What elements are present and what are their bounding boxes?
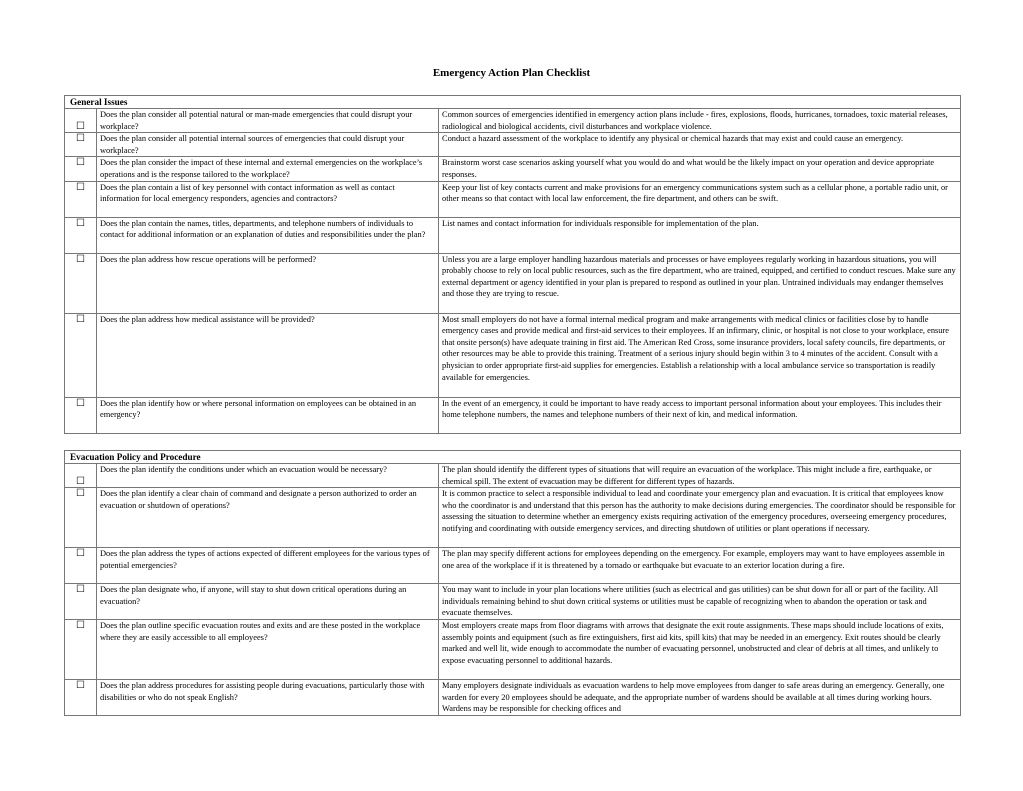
question-cell: Does the plan address how rescue operations will be performed? <box>97 253 439 313</box>
checkbox-icon[interactable]: ☐ <box>76 397 85 409</box>
checkbox-cell[interactable] <box>65 253 97 313</box>
question-cell: Does the plan contain the names, titles, departments, and telephone numbers of individuals to contact for additional information or an explanation of duties and responsibilities under the plan? <box>97 217 439 253</box>
checkbox-cell[interactable] <box>65 313 97 397</box>
checkbox-icon[interactable]: ☐ <box>76 253 85 265</box>
answer-cell: The plan may specify different actions for employees depending on the emergency. For example, employers may want to have employees assemble in one area of the workplace if it is threatened by a tornado or earthquake but evacuate to an exterior location during a fire. <box>439 548 961 584</box>
checkbox-cell[interactable] <box>65 488 97 548</box>
section-header-row <box>65 451 961 464</box>
evacuation-table <box>64 450 961 716</box>
answer-cell: In the event of an emergency, it could be important to have ready access to important personal information about your employees. This includes their home telephone numbers, the names and telephone numbers of their next of kin, and medical information. <box>439 397 961 433</box>
checklist-row <box>65 464 961 488</box>
checklist-row <box>65 488 961 548</box>
question-cell: Does the plan address how medical assistance will be provided? <box>97 313 439 397</box>
checkbox-cell[interactable] <box>65 181 97 217</box>
checkbox-cell[interactable] <box>65 584 97 620</box>
checklist-row <box>65 133 961 157</box>
checklist-row <box>65 548 961 584</box>
section-heading-evacuation: Evacuation Policy and Procedure <box>65 451 961 464</box>
answer-cell: Brainstorm worst case scenarios asking yourself what you would do and what would be the likely impact on your operation and device appropriate responses. <box>439 157 961 181</box>
checklist-row <box>65 253 961 313</box>
answer-cell: Keep your list of key contacts current and make provisions for an emergency communications system such as a cellular phone, a portable radio unit, or other means so that contact with local law enforcement, the fire department, and others can be swift. <box>439 181 961 217</box>
question-cell: Does the plan contain a list of key personnel with contact information as well as contact information for local emergency responders, agencies and contractors? <box>97 181 439 217</box>
checkbox-cell[interactable] <box>65 464 97 488</box>
checklist-row <box>65 397 961 433</box>
question-cell: Does the plan identify a clear chain of command and designate a person authorized to order an evacuation or shutdown of operations? <box>97 488 439 548</box>
checkbox-icon[interactable]: ☐ <box>76 680 85 692</box>
question-cell: Does the plan address procedures for assisting people during evacuations, particularly those with disabilities or who do not speak English? <box>97 680 439 716</box>
checkbox-icon[interactable]: ☐ <box>76 217 85 229</box>
checklist-row <box>65 680 961 716</box>
checkbox-icon[interactable]: ☐ <box>76 313 85 325</box>
answer-cell: Conduct a hazard assessment of the workplace to identify any physical or chemical hazards that may exist and could cause an emergency. <box>439 133 961 157</box>
checkbox-cell[interactable] <box>65 548 97 584</box>
checkbox-icon[interactable]: ☐ <box>76 133 85 145</box>
answer-cell: Unless you are a large employer handling hazardous materials and processes or have employees regularly working in hazardous situations, you will probably choose to rely on local public resources, such as the fire department, who are trained, equipped, and certified to conduct rescues. Make sure any external department or agency identified in your plan is prepared to respond as outlined in your plan. Untrained individuals may endanger themselves and those they are trying to rescue. <box>439 253 961 313</box>
checklist-row <box>65 157 961 181</box>
checklist-row <box>65 584 961 620</box>
checkbox-icon[interactable]: ☐ <box>76 120 85 132</box>
answer-cell: You may want to include in your plan locations where utilities (such as electrical and gas utilities) can be shut down for all or part of the facility. All individuals remaining behind to shut down critical systems or utilities must be capable of recognizing when to abandon the operation or task and evacuate themselves. <box>439 584 961 620</box>
answer-cell: Most employers create maps from floor diagrams with arrows that designate the exit route assignments. These maps should include locations of exits, assembly points and equipment (such as fire extinguishers, first aid kits, spill kits) that may be needed in an emergency. Exit routes should be clearly marked and well lit, wide enough to accommodate the number of evacuating personnel, unobstructed and clear of debris at all times, and unlikely to expose evacuating personnel to additional hazards. <box>439 620 961 680</box>
question-cell: Does the plan consider all potential internal sources of emergencies that could disrupt your workplace? <box>97 133 439 157</box>
checkbox-icon[interactable]: ☐ <box>76 584 85 596</box>
question-cell: Does the plan address the types of actions expected of different employees for the various types of potential emergencies? <box>97 548 439 584</box>
answer-cell: Many employers designate individuals as evacuation wardens to help move employees from danger to safe areas during an emergency. Generally, one warden for every 20 employees should be adequate, and the appropriate number of wardens should be available at all times during working hours. Wardens may be responsible for checking offices and <box>439 680 961 716</box>
checkbox-icon[interactable]: ☐ <box>76 157 85 169</box>
checkbox-cell[interactable] <box>65 109 97 133</box>
checkbox-cell[interactable] <box>65 680 97 716</box>
question-cell: Does the plan identify how or where personal information on employees can be obtained in an emergency? <box>97 397 439 433</box>
checklist-row <box>65 313 961 397</box>
checkbox-icon[interactable]: ☐ <box>76 488 85 500</box>
checkbox-icon[interactable]: ☐ <box>76 620 85 632</box>
checkbox-cell[interactable] <box>65 157 97 181</box>
answer-cell: Most small employers do not have a formal internal medical program and make arrangements with medical clinics or facilities close by to handle emergency cases and provide medical and first-aid services to their employees. If an infirmary, clinic, or hospital is not close to your workplace, ensure that onsite person(s) have adequate training in first aid. The American Red Cross, some insurance providers, local safety councils, fire departments, or other resources may be able to provide this training. Treatment of a serious injury should begin within 3 to 4 minutes of the accident. Consult with a physician to order appropriate first-aid supplies for emergencies. Establish a relationship with a local ambulance service so transportation is readily available for emergencies. <box>439 313 961 397</box>
checkbox-icon[interactable]: ☐ <box>76 475 85 487</box>
question-cell: Does the plan identify the conditions under which an evacuation would be necessary? <box>97 464 439 488</box>
answer-cell: It is common practice to select a responsible individual to lead and coordinate your emergency plan and evacuation. It is critical that employees know who the coordinator is and understand that this person has the authority to make decisions during emergencies. The coordinator should be responsible for assessing the situation to determine whether an emergency exists requiring activation of the emergency procedures, overseeing emergency procedures, notifying and coordinating with outside emergency services, and directing shutdown of utilities or plant operations if necessary. <box>439 488 961 548</box>
checklist-row <box>65 181 961 217</box>
section-header-row <box>65 96 961 109</box>
checkbox-cell[interactable] <box>65 133 97 157</box>
checkbox-cell[interactable] <box>65 397 97 433</box>
checklist-row <box>65 217 961 253</box>
question-cell: Does the plan designate who, if anyone, will stay to shut down critical operations during an evacuation? <box>97 584 439 620</box>
checklist-row <box>65 620 961 680</box>
answer-cell: List names and contact information for individuals responsible for implementation of the plan. <box>439 217 961 253</box>
question-cell: Does the plan consider all potential natural or man-made emergencies that could disrupt your workplace? <box>97 109 439 133</box>
checkbox-cell[interactable] <box>65 217 97 253</box>
checklist-row <box>65 109 961 133</box>
checkbox-icon[interactable]: ☐ <box>76 548 85 560</box>
question-cell: Does the plan consider the impact of these internal and external emergencies on the workplace’s operations and is the response tailored to the workplace? <box>97 157 439 181</box>
section-heading-general: General Issues <box>65 96 961 109</box>
question-cell: Does the plan outline specific evacuation routes and exits and are these posted in the workplace where they are easily accessible to all employees? <box>97 620 439 680</box>
answer-cell: Common sources of emergencies identified in emergency action plans include - fires, explosions, floods, hurricanes, tornadoes, toxic material releases, radiological and biological accidents, civil disturbances and workplace violence. <box>439 109 961 133</box>
checkbox-cell[interactable] <box>65 620 97 680</box>
page-title: Emergency Action Plan Checklist <box>432 67 591 79</box>
general-issues-table <box>64 95 961 434</box>
answer-cell: The plan should identify the different types of situations that will require an evacuation of the workplace. This might include a fire, earthquake, or chemical spill. The extent of evacuation may be different for different types of hazards. <box>439 464 961 488</box>
checkbox-icon[interactable]: ☐ <box>76 181 85 193</box>
